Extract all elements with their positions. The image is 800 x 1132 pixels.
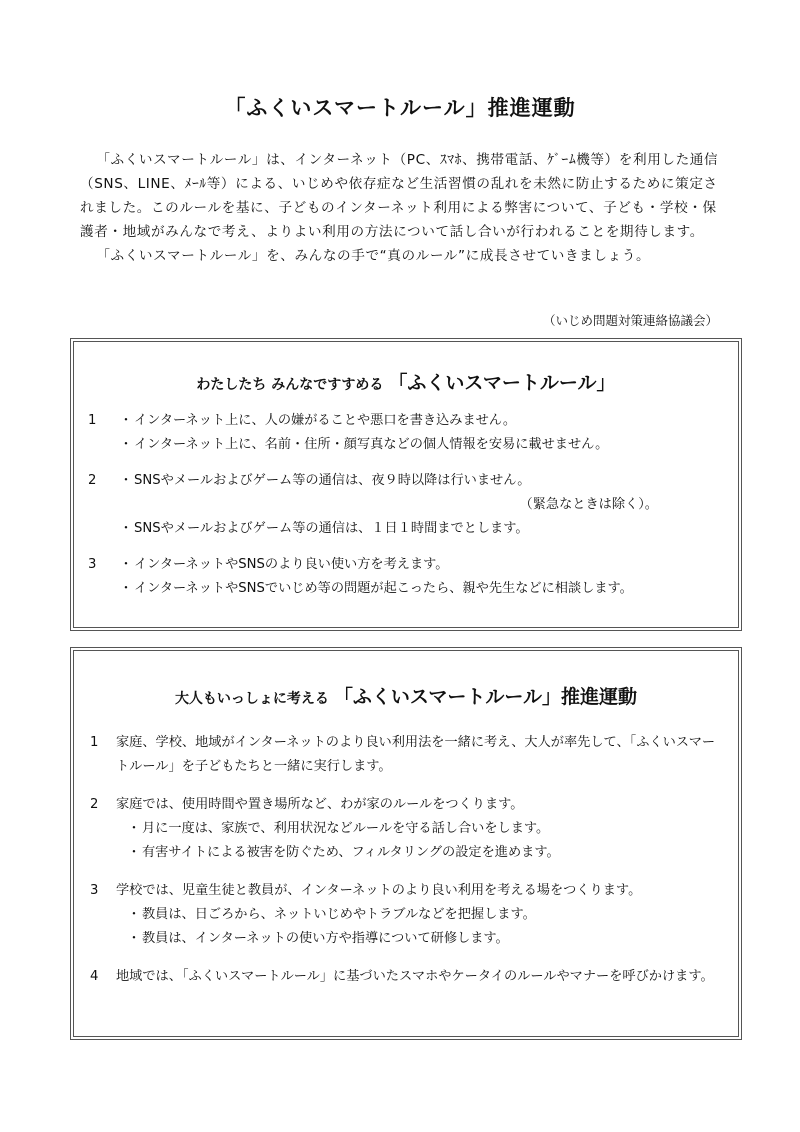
rule-number: 2: [90, 797, 99, 812]
adults-rules-list: [74, 731, 738, 989]
rule-body: [116, 879, 728, 951]
rule-item-text: インターネットやSNSでいじめ等の問題が起こったら、親や先生などに相談します。: [134, 581, 633, 596]
rule-body: [118, 469, 728, 541]
rule-body: [116, 965, 728, 989]
rule-sub-item: [116, 927, 728, 951]
adults-heading-prefix: 大人もいっしょに考える: [174, 691, 329, 707]
kids-box-heading: [74, 368, 738, 395]
bullet: ・: [119, 581, 133, 596]
rule-note: （緊急なときは除く）。: [519, 497, 658, 512]
bullet: ・: [119, 521, 133, 536]
adults-rule: [90, 965, 728, 989]
kids-heading-main: 「ふくいスマートルール」: [388, 372, 616, 394]
adults-box-heading: [74, 682, 738, 709]
rule-body: [118, 409, 728, 457]
rule-sub-item: [116, 817, 728, 841]
rule-number: 3: [90, 883, 99, 898]
rule-sub-item: [116, 903, 728, 927]
rule-number: 1: [90, 735, 99, 750]
rule-item-text: SNSやメールおよびゲーム等の通信は、１日１時間までとします。: [134, 521, 529, 536]
kids-rule: [88, 469, 728, 541]
rule-sub-item-text: 教員は、日ごろから、ネットいじめやトラブルなどを把握します。: [142, 907, 536, 922]
kids-rules-list: [74, 409, 738, 601]
rule-body: [118, 553, 728, 601]
rule-item: [118, 553, 728, 577]
rule-item: [118, 517, 728, 541]
bullet: ・: [127, 845, 141, 860]
bullet: ・: [127, 907, 141, 922]
rule-item: [118, 409, 728, 433]
rule-sub-item: [116, 841, 728, 865]
adults-rule: [90, 731, 728, 779]
bullet: ・: [119, 413, 133, 428]
kids-heading-prefix: わたしたち みんなですすめる: [196, 377, 384, 393]
rule-item-text: SNSやメールおよびゲーム等の通信は、夜９時以降は行いません。: [134, 473, 531, 488]
bullet: ・: [119, 437, 133, 452]
rule-text: 家庭、学校、地域がインターネットのより良い利用法を一緒に考え、大人が率先して、「ふくいスマートルール」を子どもたちと一緒に実行します。: [116, 735, 716, 774]
rule-text: 地域では、「ふくいスマートルール」に基づいたスマホやケータイのルールやマナーを呼びかけます。: [116, 969, 714, 984]
rule-number: 1: [88, 413, 97, 428]
page-title: 「ふくいスマートルール」推進運動: [224, 96, 576, 120]
rule-text: 学校では、児童生徒と教員が、インターネットのより良い利用を考える場をつくります。: [116, 883, 642, 898]
adults-rule: [90, 879, 728, 951]
adults-rules-box: [70, 647, 742, 1040]
organization-name: （いじめ問題対策連絡協議会）: [542, 313, 718, 328]
bullet: ・: [119, 473, 133, 488]
rule-item: [118, 577, 728, 601]
adults-rule: [90, 793, 728, 865]
bullet: ・: [127, 821, 141, 836]
rule-sub-item-text: 月に一度は、家族で、利用状況などルールを守る話し合いをします。: [142, 821, 550, 836]
rule-number: 4: [90, 969, 99, 984]
rule-item: [118, 469, 728, 493]
rule-item: [118, 433, 728, 457]
rule-body: [116, 731, 728, 779]
rule-number: 3: [88, 557, 97, 572]
rule-number: 2: [88, 473, 97, 488]
rule-sub-item-text: 有害サイトによる被害を防ぐため、フィルタリングの設定を進めます。: [142, 845, 560, 860]
rule-sub-item-text: 教員は、インターネットの使い方や指導について研修します。: [142, 931, 509, 946]
kids-rule: [88, 409, 728, 457]
intro-paragraph: 「ふくいスマートルール」は、インターネット（PC、ｽﾏﾎ、携帯電話、ｹﾞｰﾑ機等）を利用した通信（SNS、LINE、ﾒｰﾙ等）による、いじめや依存症など生活習慣の乱れを未然に防止するために策定されました。このルールを基に、子どものインターネット利用による弊害について、子ども・学校・保護者・地域がみんなで考え、よりよい利用の方法について話し合いが行われることを期待します。: [80, 152, 719, 240]
rule-item-text: インターネット上に、名前・住所・顔写真などの個人情報を安易に載せません。: [134, 437, 609, 452]
bullet: ・: [119, 557, 133, 572]
intro-paragraph: 「ふくいスマートルール」を、みんなの手で“真のルール”に成長させていきましょう。: [96, 248, 651, 264]
rule-item-text: インターネット上に、人の嫌がることや悪口を書き込みません。: [134, 413, 517, 428]
rule-body: [116, 793, 728, 865]
bullet: ・: [127, 931, 141, 946]
kids-rules-box: [70, 338, 742, 631]
kids-rule: [88, 553, 728, 601]
adults-heading-main: 「ふくいスマートルール」推進運動: [333, 686, 638, 708]
rule-text: 家庭では、使用時間や置き場所など、わが家のルールをつくります。: [116, 797, 524, 812]
rule-item-text: インターネットやSNSのより良い使い方を考えます。: [134, 557, 449, 572]
intro-text: [80, 148, 730, 268]
